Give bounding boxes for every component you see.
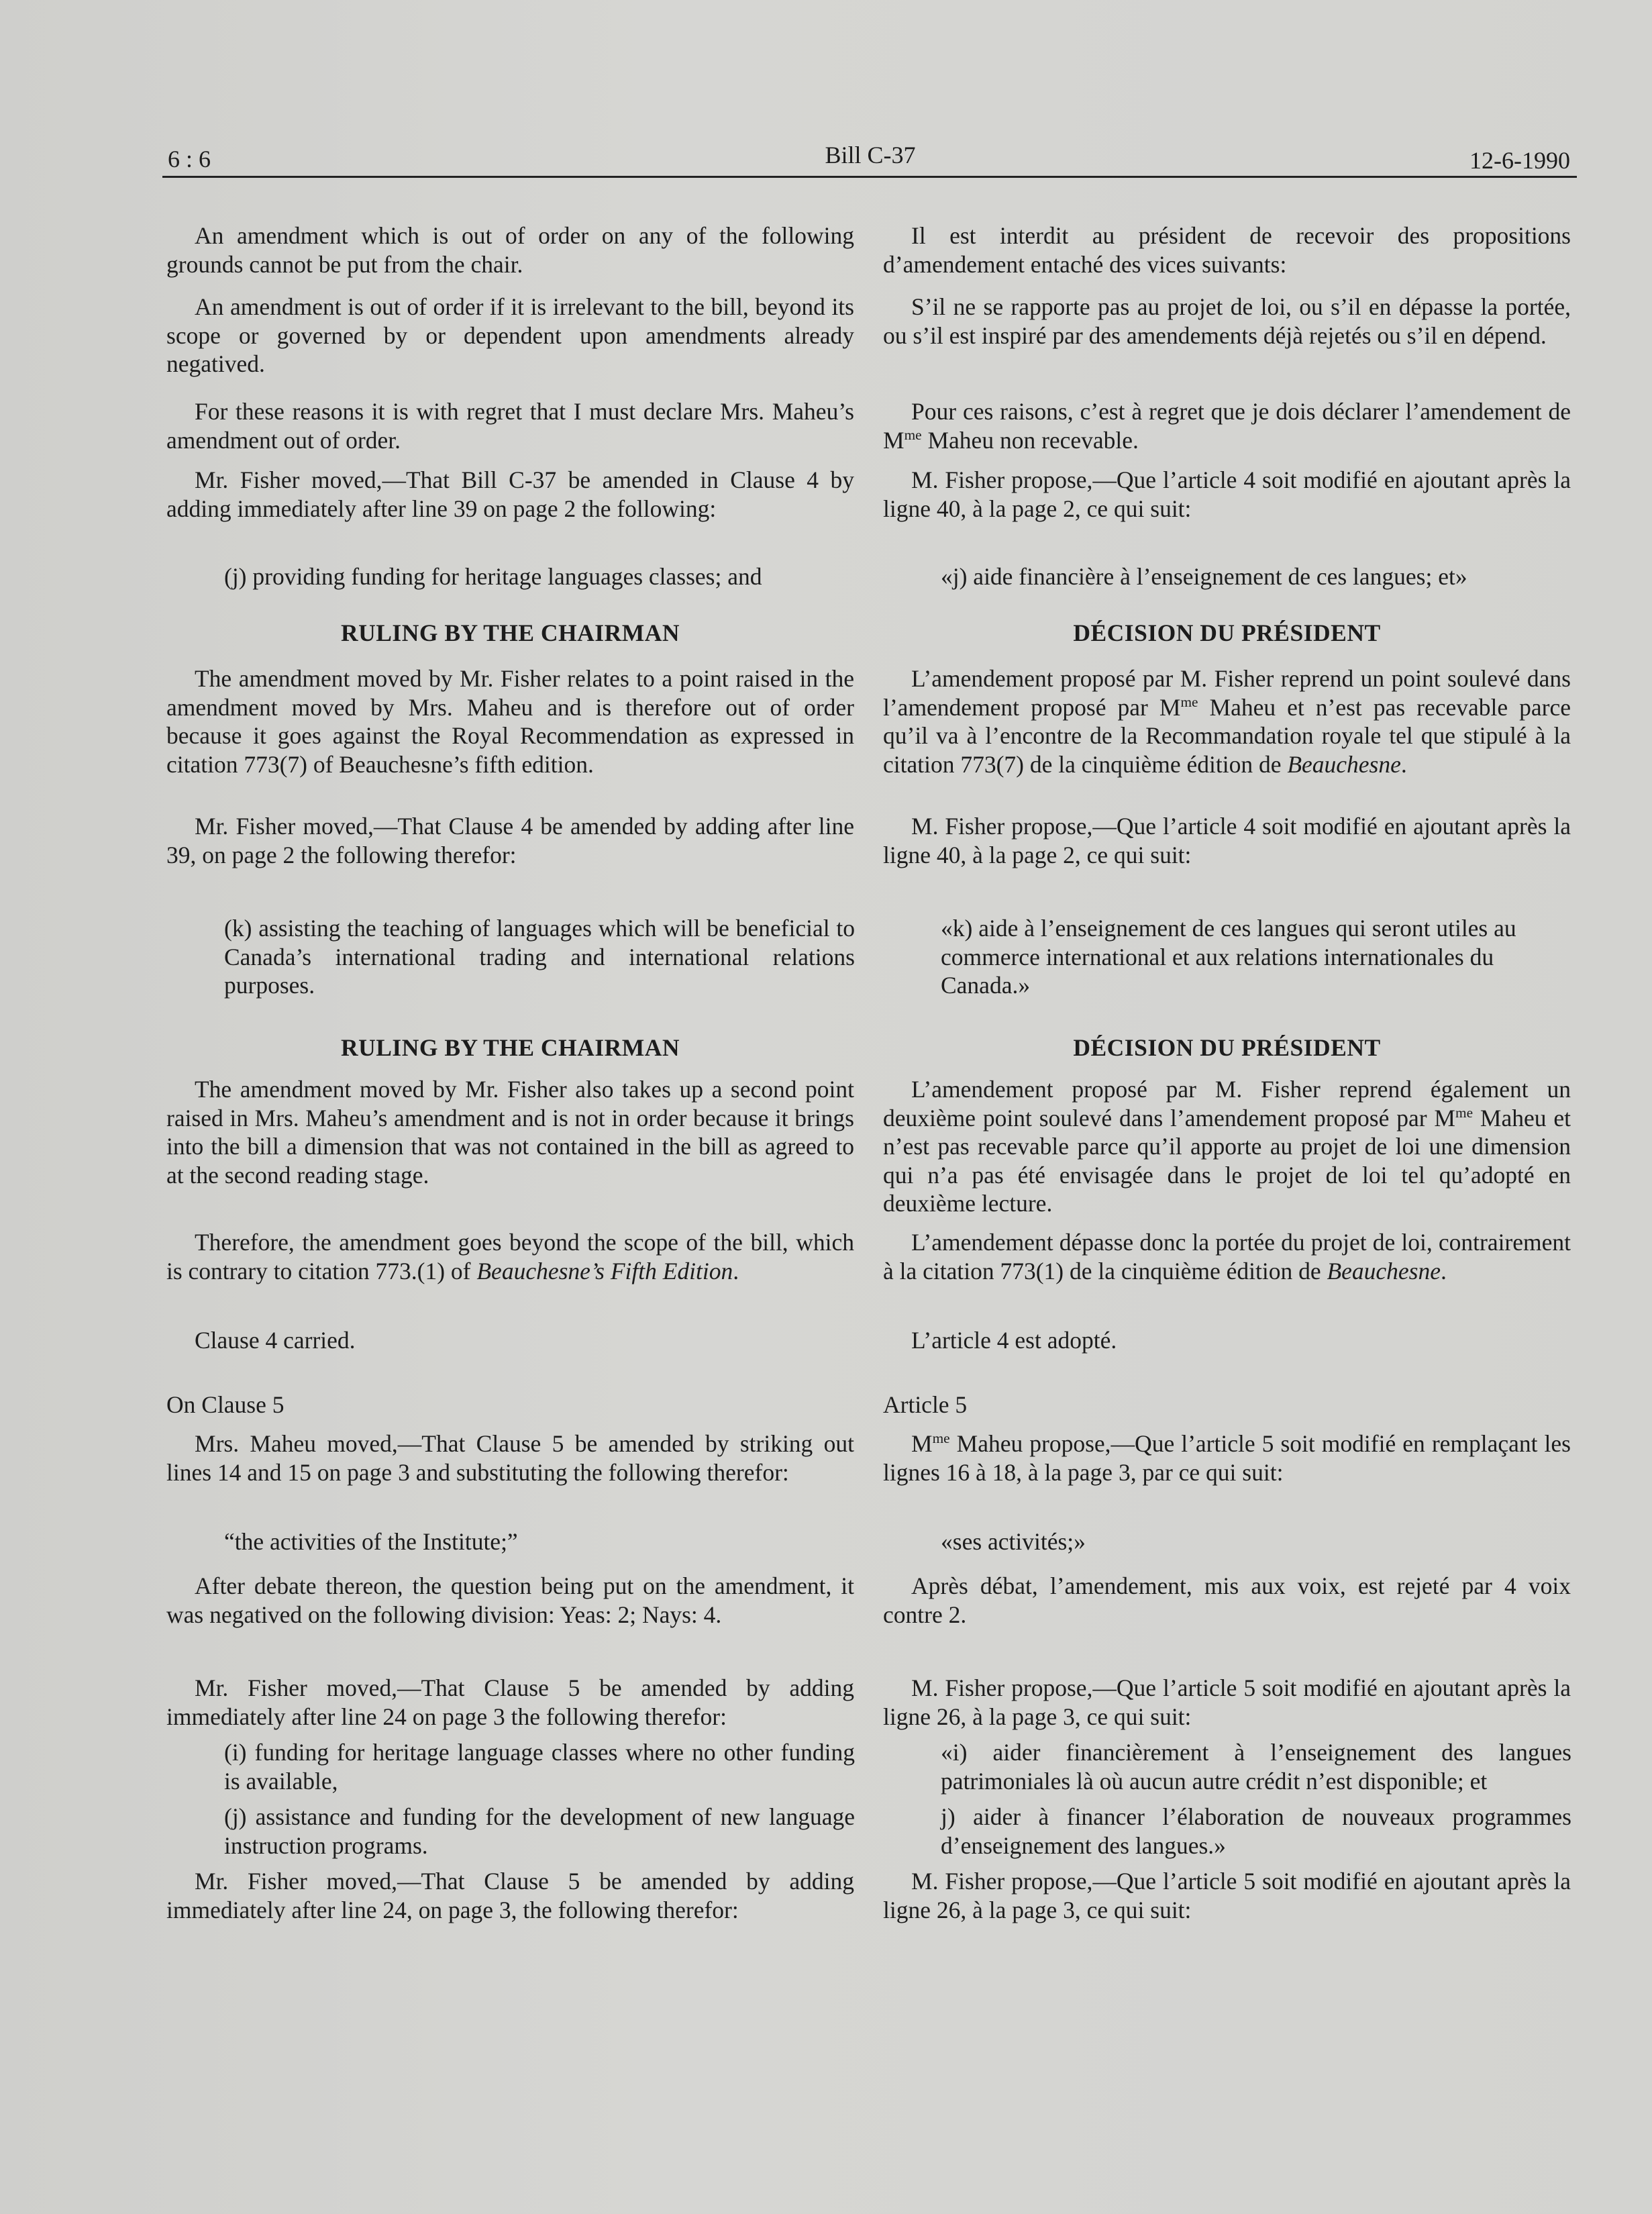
section-heading: RULING BY THE CHAIRMAN [340,1034,680,1061]
page-number: 6 : 6 [168,146,211,172]
paragraph: M. Fisher propose,—Que l’article 5 soit modifié en ajoutant après la ligne 26, à la page 3, ce qui suit: [883,1868,1571,1923]
paragraph: The amendment moved by Mr. Fisher also takes up a second point raised in Mrs. Maheu’s amendment and is not in order because it brings into the bill a dimension that was not contained in the bill as agreed to at the second reading stage. [166,1076,854,1189]
paragraph: Pour ces raisons, c’est à regret que je dois déclarer l’amendement de $M^{me}$ Maheu non recevable. [883,398,1571,454]
paragraph: An amendment is out of order if it is irrelevant to the bill, beyond its scope or governed by or dependent upon amendments already negatived. [166,293,854,377]
section-heading: RULING BY THE CHAIRMAN [340,619,680,646]
paragraph: Clause 4 carried. [195,1327,356,1354]
paragraph: M. Fisher propose,—Que l’article 4 soit modifié en ajoutant après la ligne 40, à la page 2, ce qui suit: [883,466,1571,522]
paragraph: L’article 4 est adopté. [911,1327,1117,1354]
paragraph: L’amendement proposé par M. Fisher reprend un point soulevé dans l’amendement proposé par $M^{me}$ Maheu et n’est pas recevable parce qu’il va à l’encontre de la Recommandation royale tel que stipulé à la citation 773(7) de la cinquième édition de Beauchesne. [883,665,1571,778]
amendment-text: “the activities of the Institute;” [224,1528,518,1555]
paragraph: After debate thereon, the question being put on the amendment, it was negatived on the following division: Yeas: 2; Nays: 4. [166,1572,854,1628]
paragraph: Mr. Fisher moved,—That Bill C-37 be amended in Clause 4 by adding immediately after line 39 on page 2 the following: [166,466,854,522]
paragraph: $M^{me}$ Maheu propose,—Que l’article 5 soit modifié en remplaçant les lignes 16 à 18, à la page 3, par ce qui suit: [883,1430,1571,1486]
amendment-text: «k) aide à l’enseignement de ces langues qui seront utiles au commerce international et aux relations internationales du Canada.» [941,915,1516,999]
page-header [162,138,1578,179]
amendment-text: «i) aider financièrement à l’enseignement des langues patrimoniales là où aucun autre crédit n’est disponible; et [941,1739,1571,1795]
paragraph: Therefore, the amendment goes beyond the scope of the bill, which is contrary to citation 773.(1) of Beauchesne’s Fifth Edition. [166,1229,854,1285]
paragraph: For these reasons it is with regret that I must declare Mrs. Maheu’s amendment out of order. [166,398,854,454]
amendment-text: «j) aide financière à l’enseignement de ces langues; et» [941,563,1467,590]
amendment-text: (i) funding for heritage language classes where no other funding is available, [224,1739,855,1795]
paragraph: S’il ne se rapporte pas au projet de loi, ou s’il en dépasse la portée, ou s’il est inspiré par des amendements déjà rejetés ou s’il en dépend. [883,293,1571,349]
section-heading: DÉCISION DU PRÉSIDENT [1073,1034,1381,1061]
amendment-text: «ses activités;» [941,1528,1086,1555]
paragraph: Mr. Fisher moved,—That Clause 5 be amended by adding immediately after line 24, on page 3, the following therefor: [166,1868,854,1923]
amendment-text: (j) assistance and funding for the development of new language instruction programs. [224,1803,855,1859]
amendment-text: (k) assisting the teaching of languages which will be beneficial to Canada’s international trading and international relations purposes. [224,915,855,999]
header-rule [162,176,1577,178]
paragraph: L’amendement dépasse donc la portée du projet de loi, contrairement à la citation 773(1) de la cinquième édition de Beauchesne. [883,1229,1571,1285]
clause-heading: Article 5 [883,1391,968,1418]
amendment-text: j) aider à financer l’élaboration de nouveaux programmes d’enseignement des langues.» [941,1803,1571,1859]
header-date: 12-6-1990 [1469,147,1570,174]
paragraph: Mr. Fisher moved,—That Clause 4 be amended by adding after line 39, on page 2 the following therefor: [166,813,854,868]
bill-title: Bill C-37 [825,142,916,168]
paragraph: M. Fisher propose,—Que l’article 5 soit modifié en ajoutant après la ligne 26, à la page 3, ce qui suit: [883,1674,1571,1730]
paragraph: Il est interdit au président de recevoir des propositions d’amendement entaché des vices suivants: [883,222,1571,278]
paragraph: Mr. Fisher moved,—That Clause 5 be amended by adding immediately after line 24 on page 3 the following therefor: [166,1674,854,1730]
paragraph: The amendment moved by Mr. Fisher relates to a point raised in the amendment moved by Mrs. Maheu and is therefore out of order because it goes against the Royal Recommendation as expressed in citation 773(7) of Beauchesne’s fifth edition. [166,665,854,778]
section-heading: DÉCISION DU PRÉSIDENT [1073,619,1381,646]
clause-heading: On Clause 5 [166,1391,285,1418]
paragraph: M. Fisher propose,—Que l’article 4 soit modifié en ajoutant après la ligne 40, à la page 2, ce qui suit: [883,813,1571,868]
paragraph: Mrs. Maheu moved,—That Clause 5 be amended by striking out lines 14 and 15 on page 3 and substituting the following therefor: [166,1430,854,1486]
paragraph: L’amendement proposé par M. Fisher reprend également un deuxième point soulevé dans l’amendement proposé par $M^{me}$ Maheu et n’est pas recevable parce qu’il apporte au projet de loi une dimension qui n’a pas été envisagée dans le projet de loi tel qu’adopté en deuxième lecture. [883,1076,1571,1217]
paragraph: Après débat, l’amendement, mis aux voix, est rejeté par 4 voix contre 2. [883,1572,1571,1628]
paragraph: An amendment which is out of order on any of the following grounds cannot be put from the chair. [166,222,854,278]
amendment-text: (j) providing funding for heritage languages classes; and [224,563,762,590]
